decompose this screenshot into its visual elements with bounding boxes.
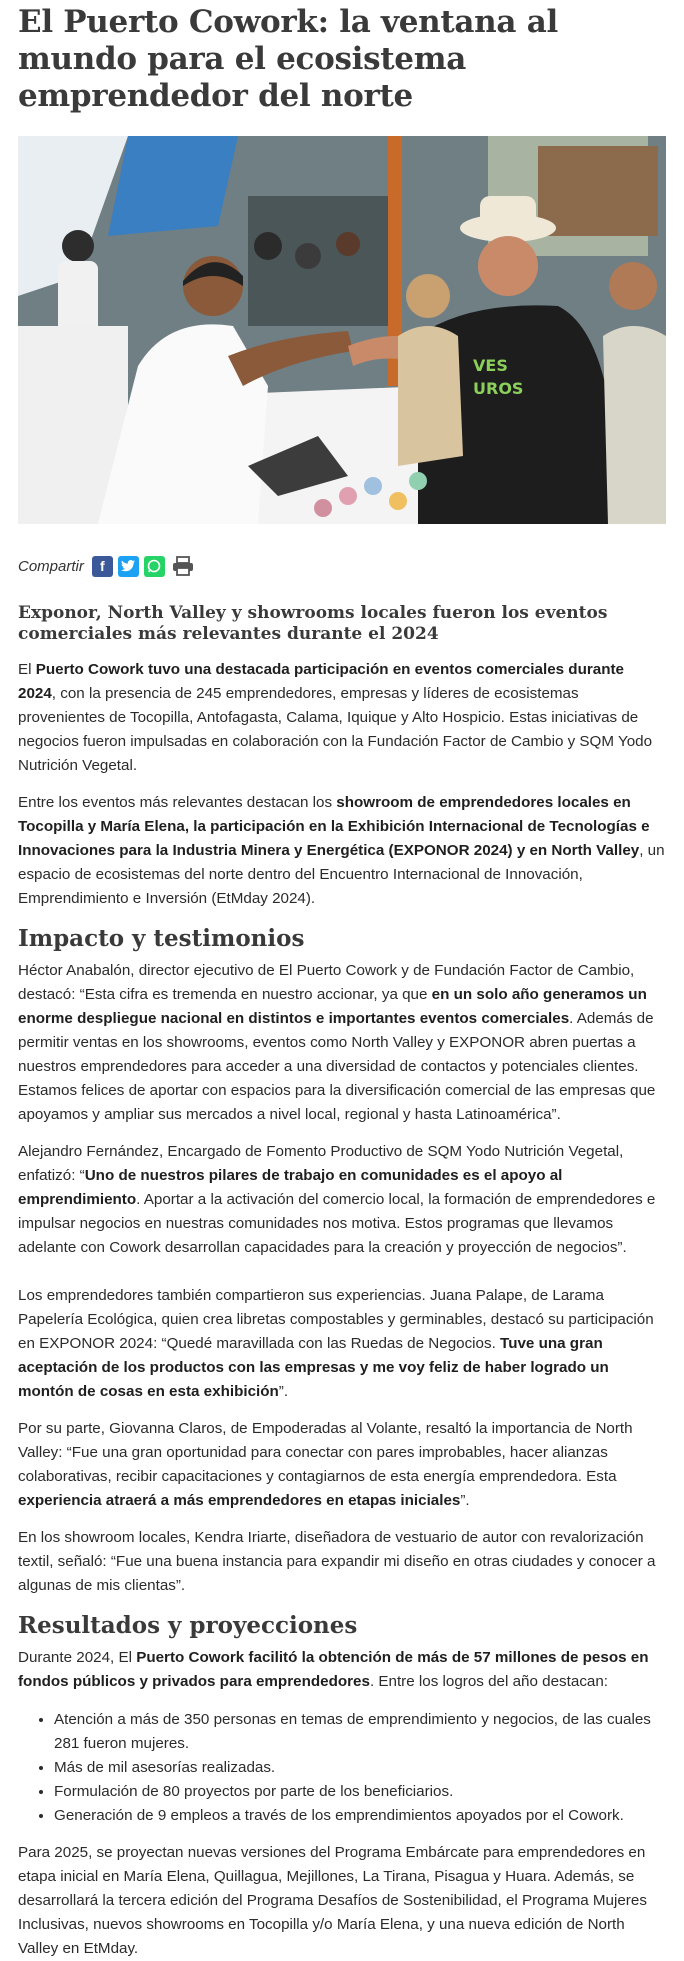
article-subtitle: Exponor, North Valley y showrooms locales fueron los eventos comerciales más relevantes durante el 2024 [18, 603, 608, 644]
hero-image [18, 136, 666, 524]
paragraph-palape: Los emprendedores también compartieron sus experiencias. Juana Palape, de Larama Papelería Ecológica, quien crea libretas compostables y germinables, destacó su participación en EXPONOR 2024: “Quedé maravillada con las Ruedas de Negocios. Tuve una gran aceptación de los productos con las empresas y me voy feliz de haber logrado un montón de cosas en esta exhibición”. [18, 1287, 654, 1400]
paragraph-eventos: Entre los eventos más relevantes destacan los showroom de emprendedores locales en Tocopilla y María Elena, la participación en la Exhibición Internacional de Tecnologías e Innovaciones para la Industria Minera y Energética (EXPONOR 2024) y en North Valley, un espacio de ecosistemas del norte dentro del Encuentro Internacional de Innovación, Emprendimiento e Inversión (EtMday 2024). [18, 794, 665, 907]
paragraph-iriarte: En los showroom locales, Kendra Iriarte, diseñadora de vestuario de autor con revalorización textil, señaló: “Fue una buena instancia para expandir mi diseño en otras ciudades y conocer a algunas de mis clientas”. [18, 1529, 656, 1594]
whatsapp-icon[interactable] [144, 556, 165, 577]
facebook-icon[interactable]: f [92, 556, 113, 577]
print-icon[interactable] [170, 556, 196, 577]
paragraph-intro: El Puerto Cowork tuvo una destacada participación en eventos comerciales durante 2024, con la presencia de 245 emprendedores, empresas y líderes de ecosistemas provenientes de Tocopilla, Antofagasta, Calama, Iquique y Alto Hospicio. Estas iniciativas de negocios fueron impulsadas en colaboración con la Fundación Factor de Cambio y SQM Yodo Nutrición Vegetal. [18, 661, 653, 774]
page-title: El Puerto Cowork: la ventana al mundo para el ecosistema emprendedor del norte [18, 4, 558, 114]
paragraph-fernandez: Alejandro Fernández, Encargado de Fomento Productivo de SQM Yodo Nutrición Vegetal, enfatizó: “Uno de nuestros pilares de trabajo en comunidades es el apoyo al emprendimiento. Aportar a la activación del comercio local, la formación de emprendedores e impulsar negocios en nuestras comunidades nos motiva. Estos programas que llevamos adelante con Cowork desarrollan capacidades para la creación y proyección de negocios”. [18, 1143, 656, 1256]
paragraph-resultados: Durante 2024, El Puerto Cowork facilitó la obtención de más de 57 millones de pesos en fondos públicos y privados para emprendedores. Entre los logros del año destacan: [18, 1649, 649, 1690]
list-item: • Formulación de 80 proyectos por parte de los beneficiarios. [54, 1780, 666, 1804]
list-item: • Generación de 9 empleos a través de los emprendimientos apoyados por el Cowork. [54, 1804, 666, 1828]
heading-resultados: Resultados y proyecciones [18, 1612, 358, 1639]
heading-impacto: Impacto y testimonios [18, 925, 305, 952]
list-item: • Más de mil asesorías realizadas. [54, 1756, 666, 1780]
list-item: • Atención a más de 350 personas en temas de emprendimiento y negocios, de las cuales 281 fueron mujeres. [54, 1708, 666, 1756]
hero-illustration [18, 136, 666, 524]
paragraph-anabalon: Héctor Anabalón, director ejecutivo de El Puerto Cowork y de Fundación Factor de Cambio, destacó: “Esta cifra es tremenda en nuestro accionar, ya que en un solo año generamos un enorme despliegue nacional en distintos e importantes eventos comerciales. Además de permitir ventas en los showrooms, eventos como North Valley y EXPONOR abren puertas a nuestros emprendedores para acceder a una diversidad de contactos y potenciales clientes. Estamos felices de aportar con espacios para la diversificación comercial de las empresas que apoyamos y ampliar sus mercados a nivel local, regional y hasta Latinoamérica”. [18, 962, 656, 1123]
paragraph-proyecciones: Para 2025, se proyectan nuevas versiones del Programa Embárcate para emprendedores en etapa inicial en María Elena, Quillagua, Mejillones, La Tirana, Pisagua y Huara. Además, se desarrollará la tercera edición del Programa Desafíos de Sostenibilidad, el Programa Mujeres Inclusivas, nuevos showrooms en Tocopilla y/o María Elena, y una nueva edición de North Valley en EtMday. [18, 1844, 647, 1957]
share-bar [18, 552, 666, 580]
logros-list [18, 1708, 666, 1828]
share-label: Compartir [18, 557, 84, 575]
svg-text:UROS: UROS [473, 379, 524, 398]
paragraph-claros: Por su parte, Giovanna Claros, de Empoderadas al Volante, resaltó la importancia de North Valley: “Fue una gran oportunidad para conectar con pares improbables, hacer alianzas colaborativas, recibir capacitaciones y contagiarnos de esta energía emprendedora. Esta experiencia atraerá a más emprendedores en etapas iniciales”. [18, 1420, 633, 1509]
svg-text:VES: VES [473, 356, 508, 375]
twitter-icon[interactable] [118, 556, 139, 577]
